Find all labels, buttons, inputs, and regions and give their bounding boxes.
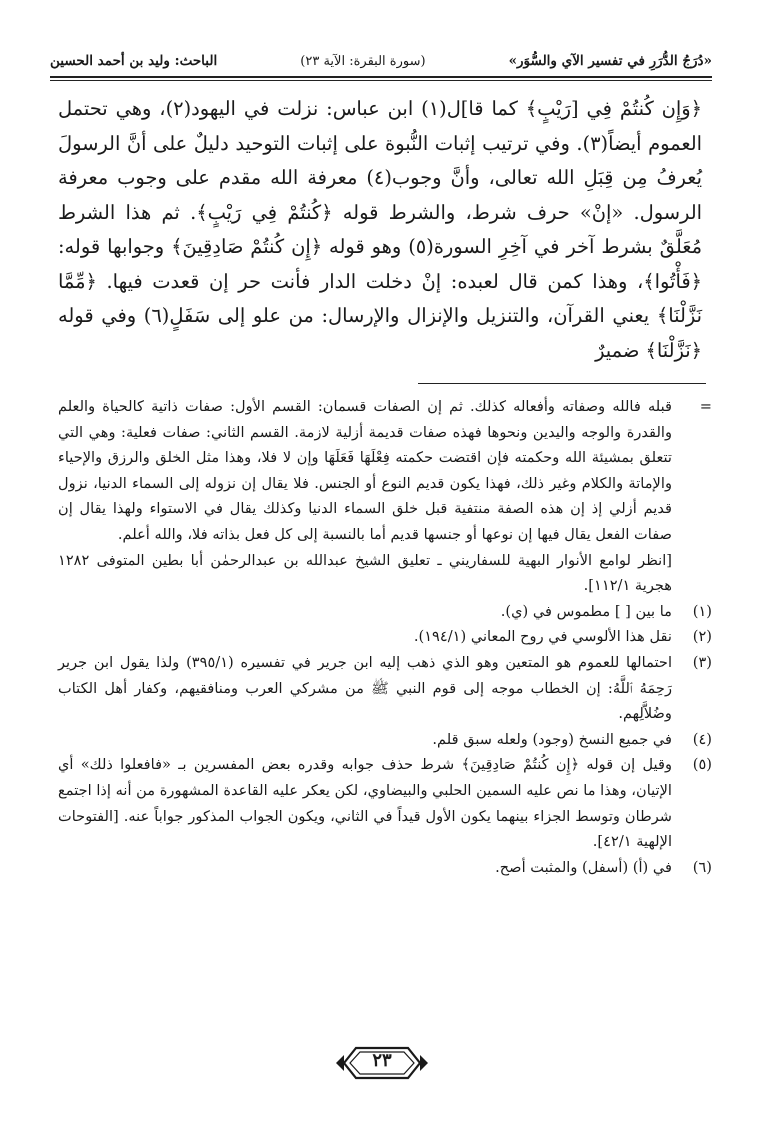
footnote-marker: (٣) bbox=[692, 653, 712, 671]
footnote-5 bbox=[58, 752, 712, 854]
header-rule-thin bbox=[50, 80, 712, 81]
header-researcher: الباحث: وليد بن أحمد الحسين bbox=[50, 53, 218, 69]
main-text bbox=[58, 92, 702, 368]
footnote-separator bbox=[418, 383, 706, 384]
footnote-text: في (أ) (أسفل) والمثبت أصح. bbox=[495, 858, 672, 876]
footnote-text: احتمالها للعموم هو المتعين وهو الذي ذهب إليه ابن جرير في تفسيره (٣٩٥/١) ولذا يقول ابن جرير رَحِمَهُ ٱللَّهُ: إن الخطاب موجه إلى قوم النبي ﷺ من مشركي العرب ومنافقيهم، وكفار أهل الكتاب وضُلاَّلِهم. bbox=[58, 653, 672, 723]
header-rule-thick bbox=[50, 76, 712, 78]
page-number-ornament bbox=[334, 1040, 430, 1086]
page-number: ٢٣ bbox=[372, 1050, 392, 1071]
main-paragraph: ﴿وَإِن كُنتُمْ فِي [رَيْبٍ﴾ كما قا]ل(١) ابن عباس: نزلت في اليهود(٢)، وهي تحتمل العموم أيضاً(٣). وفي ترتيب إثبات النُّبوة على إثبات التوحيد دليلٌ على أنَّ الرسولَ يُعرفُ مِن قِبَلِ الله تعالى، وأنَّ وجوب(٤) معرفة الله مقدم على وجوب معرفة الرسول. «إنْ» حرف شرط، والشرط قوله ﴿كُنتُمْ فِي رَيْبٍ﴾. ثم هذا الشرط مُعَلَّقٌ بشرط آخر في آخِرِ السورة(٥) وهو قوله ﴿إِن كُنتُمْ صَادِقِينَ﴾ وجوابها قوله: ﴿فَأْتُوا﴾، وهذا كمن قال لعبده: إنْ دخلت الدار فأنت حر إن قعدت فيها. ﴿مِّمَّا نَزَّلْنَا﴾ يعني القرآن، والتنزيل والإنزال والإرسال: من علو إلى سَفَلٍ(٦) وفي قوله ﴿نَزَّلْنَا﴾ ضميرٌ bbox=[58, 97, 702, 362]
footnote-reference: [انظر لوامع الأنوار البهية للسفاريني ـ تعليق الشيخ عبدالله بن عبدالرحمٰن أبا بطين المتوفى ١٢٨٢ هجرية ١١٢/١]. bbox=[58, 551, 672, 595]
footnote-text: ما بين [ ] مطموس في (ي). bbox=[500, 602, 672, 620]
footnote-3 bbox=[58, 650, 712, 727]
footnote-text: وقيل إن قوله ﴿إِن كُنتُمْ صَادِقِينَ﴾ شرط حذف جوابه وقدره بعض المفسرين بـ «فافعلوا ذلك» أي الإتيان، وهذا ما نص عليه السمين الحلبي والبيضاوي، لكن يعكر عليه القاعدة المشهورة من أنه إذا اجتمع شرطان وتوسط الجزاء بينهما يكون الأول قيداً في الثاني، ويكون الجواب المذكور جواباً عنه. [الفتوحات الإلهية ٤٢/١]. bbox=[58, 756, 672, 851]
footnote-marker: (١) bbox=[692, 602, 712, 620]
footnote-marker: (٤) bbox=[692, 730, 712, 748]
footnote-marker: (٦) bbox=[692, 858, 712, 876]
footnote-text: نقل هذا الألوسي في روح المعاني (١٩٤/١). bbox=[413, 628, 672, 646]
footnote-1 bbox=[58, 599, 712, 625]
footnote-marker: (٥) bbox=[692, 756, 712, 774]
footnote-marker: = bbox=[699, 398, 712, 415]
header-book-title: «دُرَجُ الدُّرَرِ في تفسير الآي والسُّوَر» bbox=[508, 53, 712, 69]
footnote-6 bbox=[58, 855, 712, 881]
footnotes bbox=[58, 394, 712, 880]
footnote-text: في جميع النسخ (وجود) ولعله سبق قلم. bbox=[432, 730, 672, 748]
footnote-2 bbox=[58, 624, 712, 650]
footnote-continued bbox=[58, 394, 712, 599]
footnote-marker: (٢) bbox=[692, 628, 712, 646]
footnote-4 bbox=[58, 727, 712, 753]
footnote-text: قبله فالله وصفاته وأفعاله كذلك. ثم إن الصفات قسمان: القسم الأول: صفات ذاتية كالحياة والعلم والقدرة والوجه واليدين ونحوها فهذه صفات قديمة أزلية لازمة. القسم الثاني: صفات فعلية: وهي التي تتعلق بمشيئة الله وحكمته فإن اقتضت حكمته فِعْلَهَا فَعَلَهَا وإن لا فلا، وهذا مثل الخلق والرزق والإحياء والإماتة والكلام وغير ذلك، فهذا يكون قديم النوع أو الجنس. فلا يقال إن نزوله إلى السماء الدنيا، نزول قديم أزلي إذ إن هذه الصفة منتفية قبل خلق السماء الدنيا وكذلك يقال في الاستواء ولهذا يقال إن صفات الفعل يقال فيها إن نوعها أو جنسها قديم أما بالنسبة إلى كل فعل بذاته فلا، والله أعلم. bbox=[58, 398, 672, 543]
running-header bbox=[50, 46, 712, 76]
header-location: (سورة البقرة: الآية ٢٣) bbox=[300, 53, 426, 69]
